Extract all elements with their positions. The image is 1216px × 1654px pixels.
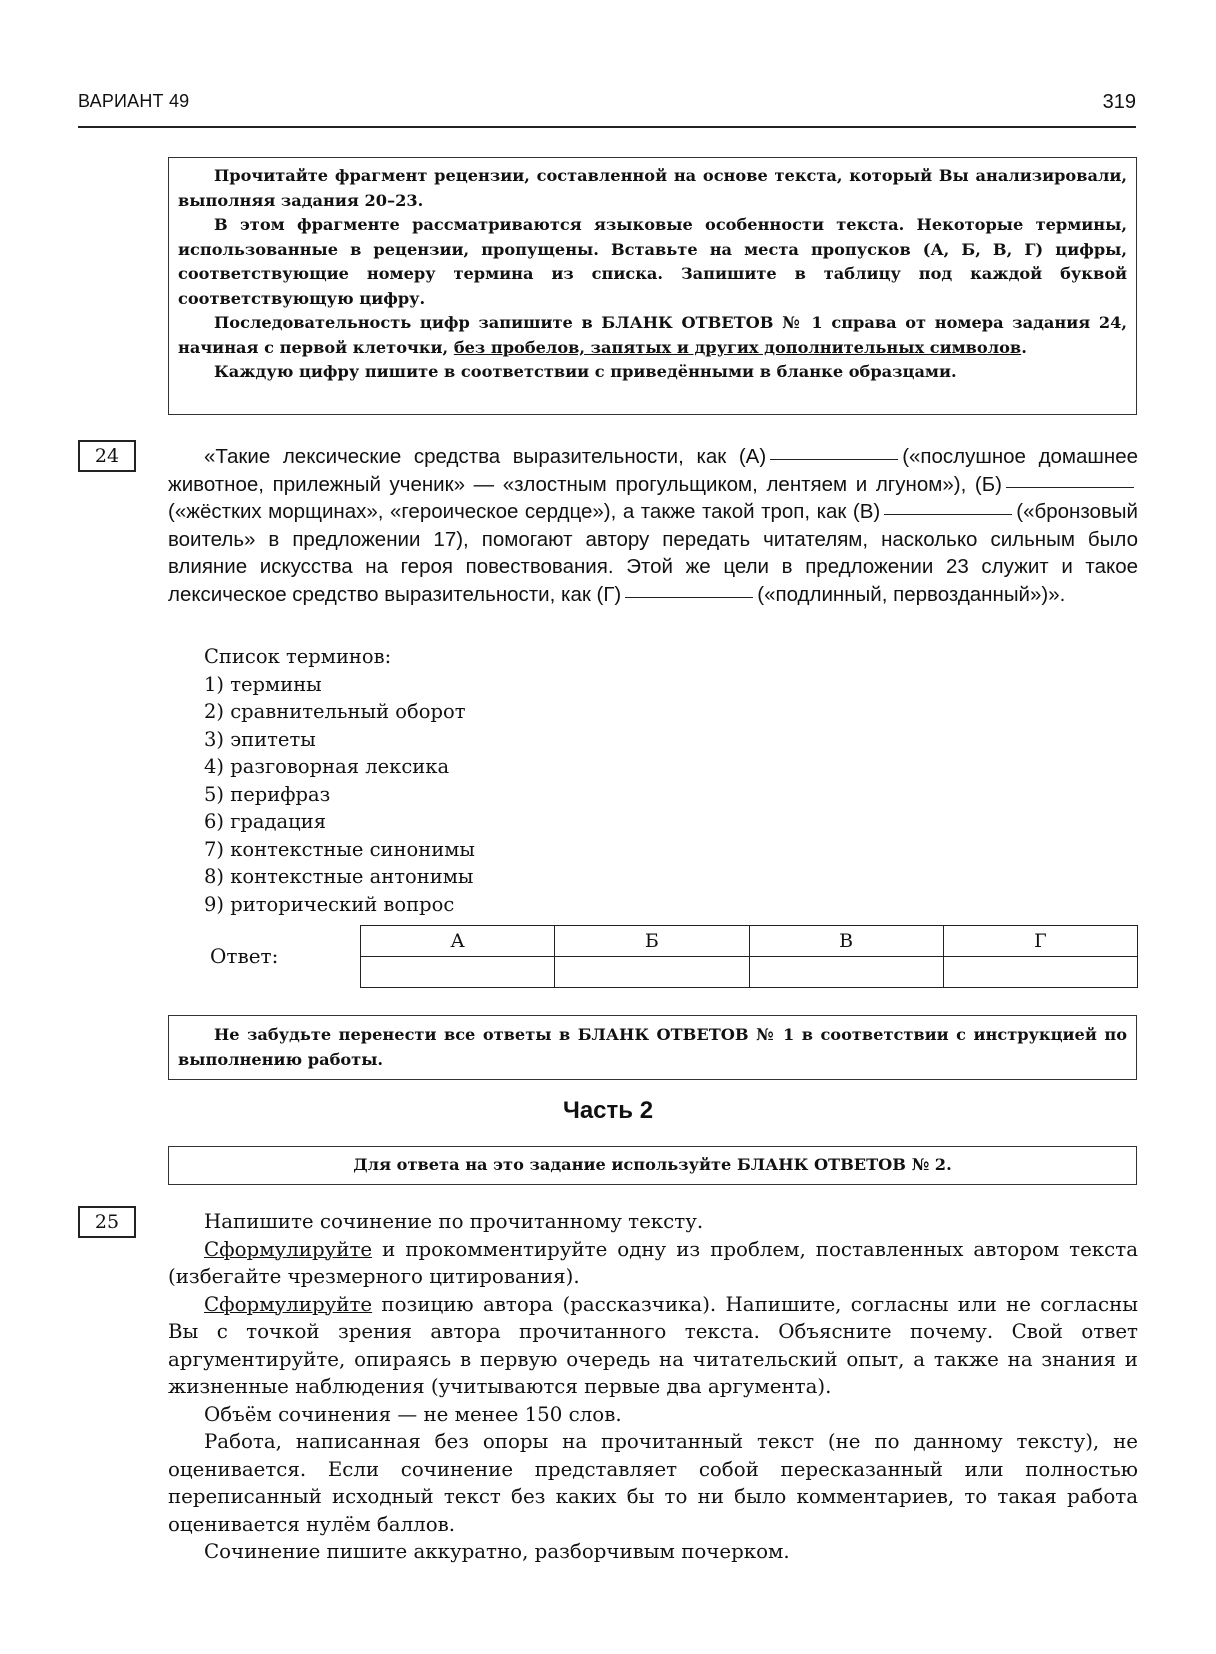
reminder-box xyxy=(168,1015,1137,1080)
term-item: 7) контекстные синонимы xyxy=(204,837,475,861)
term-item: 4) разговорная лексика xyxy=(204,755,450,778)
answer-label: Ответ: xyxy=(210,944,279,968)
term-item: 3) эпитеты xyxy=(204,727,316,751)
term-item: 1) термины xyxy=(204,672,322,696)
page-number: 319 xyxy=(1102,91,1136,113)
answer-column-header: В xyxy=(749,926,943,957)
term-item: 6) градация xyxy=(204,810,327,833)
terms-list xyxy=(204,643,475,918)
task-24-text: «Такие лексические средства выразительности, как (А) («послушное домашнее животное, прилежный ученик» — «злостным прогульщиком, лентяем и лгуном»), (Б)(«жёстких морщинах», «героическое сердце»), а также такой троп, как (В) («бронзовый воитель» в предложении 17), помогают автору передать читателям, насколько сильным было влияние искусства на героя повествования. Этой же цели в предложении 23 служит и такое лексическое средство выразительности, как (Г) («подлинный, первозданный»)». xyxy=(168,445,1138,606)
task-25-paragraph: Сочинение пишите аккуратно, разборчивым почерком. xyxy=(204,1540,790,1563)
instruction-paragraph: Каждую цифру пишите в соответствии с приведёнными в бланке образцами. xyxy=(214,362,957,381)
answer-cell-g[interactable] xyxy=(943,957,1137,988)
instruction-paragraph: В этом фрагменте рассматриваются языковые особенности текста. Некоторые термины, использованные в рецензии, пропущены. Вставьте на места пропусков (А, Б, В, Г) цифры, соответствующие номеру термина из списка. Запишите в таблицу под каждой буквой соответствующую цифру. xyxy=(178,215,1127,308)
reminder-text: Не забудьте перенести все ответы в БЛАНК ОТВЕТОВ № 1 в соответствии с инструкцией по выполнению работы. xyxy=(178,1025,1127,1069)
task-25-paragraph: Работа, написанная без опоры на прочитанный текст (не по данному тексту), не оценивается. Если сочинение представляет собой пересказанный или полностью переписанный исходный текст без каких бы то ни было комментариев, то такая работа оценивается нулём баллов. xyxy=(168,1430,1138,1536)
term-item: 5) перифраз xyxy=(204,782,331,806)
variant-title: ВАРИАНТ 49 xyxy=(78,91,190,111)
blank-a xyxy=(770,458,898,460)
term-item: 8) контекстные антонимы xyxy=(204,865,474,888)
instruction-paragraph: Прочитайте фрагмент рецензии, составленной на основе текста, который Вы анализировали, выполняя задания 20–23. xyxy=(178,166,1127,210)
task-25-paragraph: Объём сочинения — не менее 150 слов. xyxy=(204,1402,622,1426)
task-number-24: 24 xyxy=(78,440,136,472)
blank-g xyxy=(625,596,753,598)
answer-table xyxy=(360,925,1138,988)
task-25-paragraph: Напишите сочинение по прочитанному тексту. xyxy=(204,1210,704,1233)
term-item: 9) риторический вопрос xyxy=(204,892,455,916)
task-number-25: 25 xyxy=(78,1206,136,1238)
answer-column-header: Г xyxy=(943,926,1137,957)
page-header xyxy=(78,88,1136,128)
underlined-verb: Сформулируйте xyxy=(204,1292,373,1316)
terms-title: Список терминов: xyxy=(204,645,392,668)
part-2-heading: Часть 2 xyxy=(562,1097,654,1124)
underlined-verb: Сформулируйте xyxy=(204,1237,373,1261)
answer-cell-b[interactable] xyxy=(555,957,749,988)
answer-column-header: Б xyxy=(555,926,749,957)
answer-cell-v[interactable] xyxy=(749,957,943,988)
underlined-requirement: без пробелов, запятых и других дополнительных символов xyxy=(453,337,1022,357)
task-25-paragraph: Сформулируйте позицию автора (рассказчика). Напишите, согласны или не согласны Вы с точкой зрения автора прочитанного текста. Объясните почему. Свой ответ аргументируйте, опираясь в первую очередь на читательский опыт, а также на знания и жизненные наблюдения (учитываются первые два аргумента). xyxy=(168,1292,1138,1398)
answer-form-note: Для ответа на это задание используйте БЛАНК ОТВЕТОВ № 2. xyxy=(168,1146,1137,1185)
blank-b xyxy=(1006,486,1134,488)
term-item: 2) сравнительный оборот xyxy=(204,700,466,723)
blank-v xyxy=(884,513,1012,515)
header-divider xyxy=(78,126,1136,128)
instruction-paragraph: Последовательность цифр запишите в БЛАНК ОТВЕТОВ № 1 справа от номера задания 24, начиная с первой клеточки, без пробелов, запятых и других дополнительных символов. xyxy=(178,313,1127,357)
answer-column-header: А xyxy=(361,926,555,957)
answer-cell-a[interactable] xyxy=(361,957,555,988)
instruction-box xyxy=(168,157,1137,415)
task-25-text xyxy=(168,1208,1138,1566)
task-25-paragraph: Сформулируйте и прокомментируйте одну из проблем, поставленных автором текста (избегайте чрезмерного цитирования). xyxy=(168,1237,1138,1288)
